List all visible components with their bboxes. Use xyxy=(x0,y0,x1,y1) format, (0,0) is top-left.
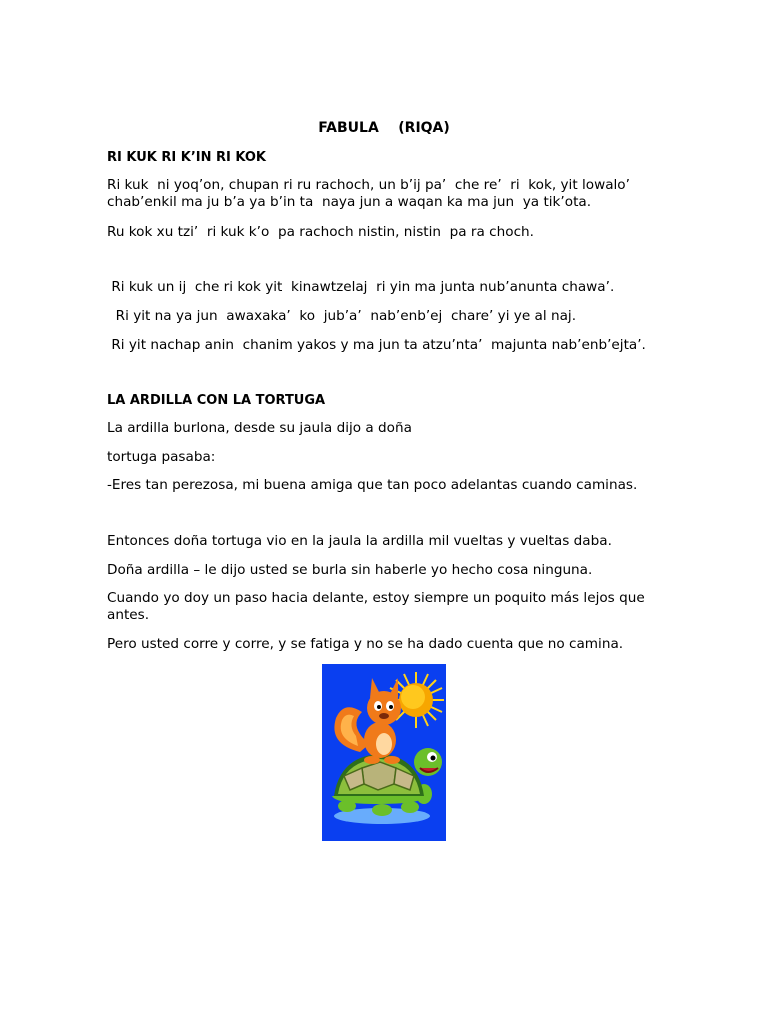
paragraph: tortuga pasaba: xyxy=(107,449,216,465)
paragraph: Ri kuk ni yoq’on, chupan ri ru rachoch, un b’ij pa’ che re’ ri kok, yit lowalo’ chab’enkil ma ju b’a ya b’in ta naya jun a waqan ka ma jun ya tik’ota. xyxy=(107,177,635,210)
section-heading-spanish: LA ARDILLA CON LA TORTUGA xyxy=(107,393,326,408)
section-heading-kaqchikel: RI KUK RI K’IN RI KOK xyxy=(107,150,266,165)
squirrel-icon xyxy=(334,678,401,764)
document-title: FABULA (RIQA) xyxy=(318,120,450,136)
paragraph: Doña ardilla – le dijo usted se burla sin haberle yo hecho cosa ninguna. xyxy=(107,562,593,578)
paragraph: Ri kuk un ij che ri kok yit kinawtzelaj ri yin ma junta nub’anunta chawa’. xyxy=(107,279,615,295)
paragraph: La ardilla burlona, desde su jaula dijo a doña xyxy=(107,420,412,436)
paragraph: Cuando yo doy un paso hacia delante, estoy siempre un poquito más lejos que antes. xyxy=(107,590,650,623)
paragraph: Entonces doña tortuga vio en la jaula la ardilla mil vueltas y vueltas daba. xyxy=(107,533,612,549)
paragraph: Ri yit nachap anin chanim yakos y ma jun ta atzu’nta’ majunta nab’enb’ejta’. xyxy=(107,337,646,353)
paragraph: -Eres tan perezosa, mi buena amiga que tan poco adelantas cuando caminas. xyxy=(107,477,638,493)
paragraph: Ru kok xu tzi’ ri kuk k’o pa rachoch nistin, nistin pa ra choch. xyxy=(107,224,534,240)
squirrel-turtle-illustration xyxy=(322,664,446,841)
paragraph: Pero usted corre y corre, y se fatiga y no se ha dado cuenta que no camina. xyxy=(107,636,624,652)
paragraph: Ri yit na ya jun awaxaka’ ko jub’a’ nab’enb’ej chare’ yi ye al naj. xyxy=(107,308,577,324)
